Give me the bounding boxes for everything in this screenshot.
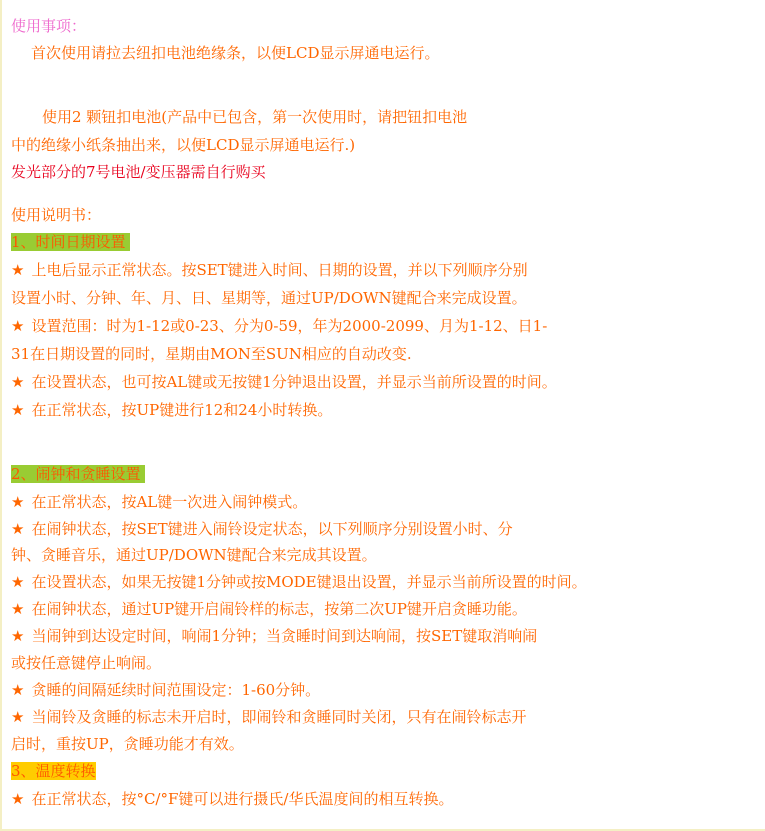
star-icon: ★ <box>11 600 25 618</box>
list-item: ★ 在设置状态，如果无按键1分钟或按MODE键退出设置，并显示当前所设置的时间。 <box>11 573 587 591</box>
notice-line: 中的绝缘小纸条抽出来，以便LCD显示屏通电运行.) <box>11 136 356 154</box>
star-icon: ★ <box>11 627 25 645</box>
notice-line: 首次使用请拉去纽扣电池绝缘条，以便LCD显示屏通电运行。 <box>31 44 440 62</box>
list-item: ★ 贪睡的间隔延续时间范围设定：1-60分钟。 <box>11 681 321 699</box>
star-icon: ★ <box>11 708 25 726</box>
list-item: ★ 在闹钟状态，按SET键进入闹铃设定状态，以下列顺序分别设置小时、分 <box>11 520 513 538</box>
list-item: ★ 设置范围：时为1-12或0-23、分为0-59，年为2000-2099、月为1-12、日1- <box>11 317 548 335</box>
list-item: ★ 在正常状态，按AL键一次进入闹钟模式。 <box>11 493 308 511</box>
notice-line: 使用2 颗钮扣电池(产品中已包含，第一次使用时，请把钮扣电池 <box>42 108 468 126</box>
star-icon: ★ <box>11 373 25 391</box>
list-item: ★ 在闹钟状态，通过UP键开启闹铃样的标志，按第二次UP键开启贪睡功能。 <box>11 600 527 618</box>
list-item-continuation: 启时，重按UP，贪睡功能才有效。 <box>11 735 244 753</box>
list-item-continuation: 钟、贪睡音乐，通过UP/DOWN键配合来完成其设置。 <box>11 546 377 564</box>
list-item-continuation: 设置小时、分钟、年、月、日、星期等，通过UP/DOWN键配合来完成设置。 <box>11 289 527 307</box>
list-item: ★ 在正常状态，按UP键进行12和24小时转换。 <box>11 401 333 419</box>
section-title: 3、温度转换 <box>11 762 96 780</box>
notice-heading: 使用事项： <box>11 17 87 35</box>
star-icon: ★ <box>11 573 25 591</box>
list-item-continuation: 31在日期设置的同时，星期由MON至SUN相应的自动改变. <box>11 345 412 363</box>
star-icon: ★ <box>11 401 25 419</box>
star-icon: ★ <box>11 790 25 808</box>
purchase-warning: 发光部分的7号电池/变压器需自行购买 <box>11 163 266 181</box>
star-icon: ★ <box>11 317 25 335</box>
star-icon: ★ <box>11 261 25 279</box>
list-item-continuation: 或按任意键停止响闹。 <box>11 654 162 672</box>
list-item: ★ 上电后显示正常状态。按SET键进入时间、日期的设置，并以下列顺序分别 <box>11 261 528 279</box>
star-icon: ★ <box>11 520 25 538</box>
list-item: ★ 当闹钟到达设定时间，响闹1分钟；当贪睡时间到达响闹，按SET键取消响闹 <box>11 627 538 645</box>
manual-heading: 使用说明书： <box>11 206 102 224</box>
list-item: ★ 当闹铃及贪睡的标志未开启时，即闹铃和贪睡同时关闭，只有在闹铃标志开 <box>11 708 527 726</box>
section-title: 2、闹钟和贪睡设置 <box>11 464 145 484</box>
star-icon: ★ <box>11 681 25 699</box>
list-item: ★ 在设置状态，也可按AL键或无按键1分钟退出设置，并显示当前所设置的时间。 <box>11 373 557 391</box>
section-title: 1、时间日期设置 <box>11 232 130 252</box>
list-item: ★ 在正常状态，按°C/°F键可以进行摄氏/华氏温度间的相互转换。 <box>11 790 454 808</box>
star-icon: ★ <box>11 493 25 511</box>
